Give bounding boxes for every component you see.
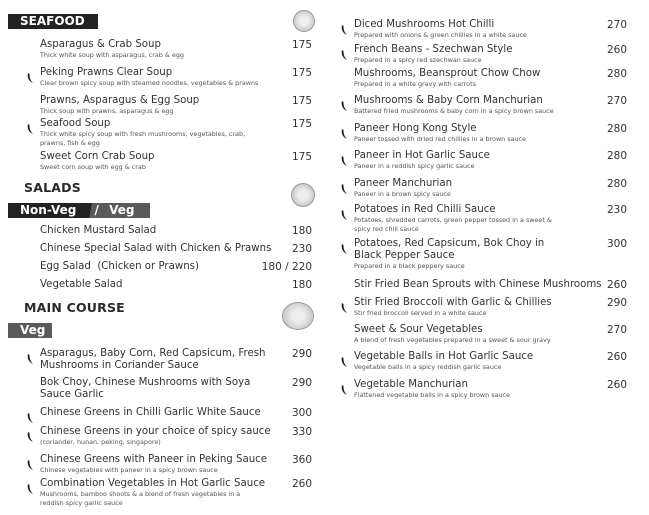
salads-title: SALADS xyxy=(24,180,81,195)
item-description: Prepared in a spicy red szechwan sauce xyxy=(354,56,482,64)
seafood-title: SEAFOOD xyxy=(20,14,85,28)
main-course-seal-icon xyxy=(282,302,314,330)
tab-non-veg: Non-Veg xyxy=(20,203,77,217)
salads-tabs xyxy=(8,203,150,218)
item-name: Chinese Greens in your choice of spicy sauce xyxy=(40,426,271,437)
menu-item xyxy=(354,68,627,89)
item-description: Thick white spicy soup with fresh mushrooms, vegetables, crab, prawns, fish & egg xyxy=(40,130,246,147)
main-veg-label: Veg xyxy=(20,323,46,337)
item-price: 290 xyxy=(291,348,312,360)
menu-item xyxy=(40,454,312,475)
item-name: Chinese Special Salad with Chicken & Prawns xyxy=(40,243,272,254)
tab-separator: / xyxy=(94,203,99,217)
item-name: Diced Mushrooms Hot Chilli xyxy=(354,19,495,30)
item-price: 290 xyxy=(606,297,627,309)
item-name: Peking Prawns Clear Soup xyxy=(40,67,173,78)
item-name: Mushrooms & Baby Corn Manchurian xyxy=(354,95,543,106)
menu-item xyxy=(354,297,627,318)
item-name: Seafood Soup xyxy=(40,118,111,129)
menu-item xyxy=(40,407,312,419)
item-name: Potatoes, Red Capsicum, Bok Choy in Black Pepper Sauce xyxy=(354,238,545,261)
item-description: Stir fried broccoli served in a white sauce xyxy=(354,309,487,317)
menu-item xyxy=(354,238,627,271)
menu-item xyxy=(354,279,627,291)
main-veg-tab xyxy=(8,323,52,338)
item-name: Chicken Mustard Salad xyxy=(40,225,157,236)
chili-icon xyxy=(341,20,347,30)
item-price: 230 xyxy=(291,243,312,255)
menu-item xyxy=(40,348,312,372)
chili-icon xyxy=(27,479,33,489)
item-name: Asparagus, Baby Corn, Red Capsicum, Fresh Mushrooms in Coriander Sauce xyxy=(40,348,266,371)
item-name: Egg Salad (Chicken or Prawns) xyxy=(40,261,199,272)
item-price: 330 xyxy=(291,426,312,438)
item-price: 280 xyxy=(606,150,627,162)
item-price: 175 xyxy=(291,151,312,163)
item-description: Vegetable balls in a spicy reddish garlic sauce xyxy=(354,363,502,371)
salads-seal-icon xyxy=(291,183,315,207)
menu-item xyxy=(354,178,627,199)
menu-item xyxy=(354,324,627,345)
item-name: Prawns, Asparagus & Egg Soup xyxy=(40,95,200,106)
item-price: 280 xyxy=(606,68,627,80)
chili-icon xyxy=(341,298,347,308)
item-name: Vegetable Balls in Hot Garlic Sauce xyxy=(354,351,534,362)
item-price: 270 xyxy=(606,95,627,107)
item-price: 230 xyxy=(606,204,627,216)
item-price: 290 xyxy=(291,377,312,389)
item-description: Sweet corn soup with egg & crab xyxy=(40,163,146,171)
chili-icon xyxy=(27,119,33,129)
item-description: Prepared in a black peppery sauce xyxy=(354,262,465,270)
menu-item xyxy=(354,123,627,144)
menu-item xyxy=(40,261,312,273)
menu-item xyxy=(354,19,627,40)
item-price: 280 xyxy=(606,178,627,190)
item-description: Potatoes, shredded carrots, green pepper tossed in a sweet & spicy red chili sauce xyxy=(354,216,552,233)
chili-icon xyxy=(341,179,347,189)
menu-item xyxy=(354,351,627,372)
item-description: A blend of fresh vegetables prepared in a sweet & sour gravy xyxy=(354,336,551,344)
chili-icon xyxy=(341,124,347,134)
menu-item xyxy=(354,204,627,233)
menu-item xyxy=(40,225,312,237)
item-name: Paneer Manchurian xyxy=(354,178,453,189)
menu-item xyxy=(40,478,312,507)
menu-item xyxy=(40,243,312,255)
chili-icon xyxy=(27,408,33,418)
item-name: Paneer Hong Kong Style xyxy=(354,123,477,134)
item-price: 360 xyxy=(291,454,312,466)
item-name: Sweet Corn Crab Soup xyxy=(40,151,155,162)
menu-item xyxy=(40,426,312,447)
seafood-seal-icon xyxy=(293,10,315,32)
item-description: (coriander, hunan, peking, singapore) xyxy=(40,438,161,446)
item-price: 175 xyxy=(291,39,312,51)
chili-icon xyxy=(27,427,33,437)
item-price: 260 xyxy=(606,351,627,363)
item-price: 270 xyxy=(606,324,627,336)
item-name: Vegetable Manchurian xyxy=(354,379,468,390)
item-name: Sweet & Sour Vegetables xyxy=(354,324,483,335)
chili-icon xyxy=(341,380,347,390)
item-name: Chinese Greens in Chilli Garlic White Sauce xyxy=(40,407,261,418)
menu-item xyxy=(40,279,312,291)
item-description: Battered fried mushrooms & baby corn in a spicy brown sauce xyxy=(354,107,554,115)
menu-item xyxy=(354,379,627,400)
item-price: 300 xyxy=(606,238,627,250)
chili-icon xyxy=(341,96,347,106)
item-description: Paneer tossed with dried red chillies in a brown sauce xyxy=(354,135,526,143)
chili-icon xyxy=(341,239,347,249)
item-price: 175 xyxy=(291,118,312,130)
menu-item xyxy=(354,44,627,65)
item-price: 180 / 220 xyxy=(261,261,312,273)
item-price: 260 xyxy=(606,279,627,291)
item-name: Stir Fried Broccoli with Garlic & Chillies xyxy=(354,297,552,308)
item-description: Thick white soup with asparagus, crab & egg xyxy=(40,51,184,59)
chili-icon xyxy=(27,349,33,359)
chili-icon xyxy=(341,151,347,161)
item-price: 270 xyxy=(606,19,627,31)
item-description: Paneer in a brown spicy sauce xyxy=(354,190,451,198)
item-price: 280 xyxy=(606,123,627,135)
seafood-header xyxy=(8,14,98,29)
chili-icon xyxy=(27,68,33,78)
item-description: Chinese vegetables with paneer in a spicy brown sauce xyxy=(40,466,218,474)
item-description: Paneer in a reddish spicy garlic sauce xyxy=(354,162,475,170)
tab-veg: Veg xyxy=(109,203,135,217)
item-name: Mushrooms, Beansprout Chow Chow xyxy=(354,68,541,79)
item-name: Paneer in Hot Garlic Sauce xyxy=(354,150,490,161)
item-description: Clear brown spicy soup with steamed noodles, vegetables & prawns xyxy=(40,79,259,87)
item-name: Asparagus & Crab Soup xyxy=(40,39,161,50)
item-name: Chinese Greens with Paneer in Peking Sauce xyxy=(40,454,268,465)
item-price: 175 xyxy=(291,67,312,79)
menu-item xyxy=(40,151,312,172)
menu-item xyxy=(40,377,312,401)
chili-icon xyxy=(341,352,347,362)
menu-item xyxy=(40,118,312,147)
item-name: Bok Choy, Chinese Mushrooms with Soya Sauce Garlic xyxy=(40,377,251,400)
main-course-title: MAIN COURSE xyxy=(24,300,125,315)
chili-icon xyxy=(341,45,347,55)
item-price: 260 xyxy=(291,478,312,490)
menu-item xyxy=(40,95,312,116)
menu-item xyxy=(354,150,627,171)
item-description: Mushrooms, bamboo shoots & a blend of fresh vegetables in a reddish spicy garlic sauce xyxy=(40,490,241,507)
chili-icon xyxy=(27,455,33,465)
item-name: Stir Fried Bean Sprouts with Chinese Mushrooms xyxy=(354,279,602,290)
menu-item xyxy=(40,39,312,60)
item-price: 175 xyxy=(291,95,312,107)
item-name: Vegetable Salad xyxy=(40,279,123,290)
item-description: Thick soup with prawns, asparagus & egg xyxy=(40,107,174,115)
item-description: Prepared with onions & green chillies in a white sauce xyxy=(354,31,527,39)
item-name: Potatoes in Red Chilli Sauce xyxy=(354,204,496,215)
item-price: 180 xyxy=(291,279,312,291)
menu-item xyxy=(354,95,627,116)
item-description: Flattened vegetable balls in a spicy brown sauce xyxy=(354,391,510,399)
item-price: 180 xyxy=(291,225,312,237)
item-name: Combination Vegetables in Hot Garlic Sauce xyxy=(40,478,266,489)
item-description: Prepared in a white gravy with carrots xyxy=(354,80,476,88)
item-price: 260 xyxy=(606,44,627,56)
item-name: French Beans - Szechwan Style xyxy=(354,44,513,55)
menu-item xyxy=(40,67,312,88)
item-price: 260 xyxy=(606,379,627,391)
item-price: 300 xyxy=(291,407,312,419)
chili-icon xyxy=(341,205,347,215)
